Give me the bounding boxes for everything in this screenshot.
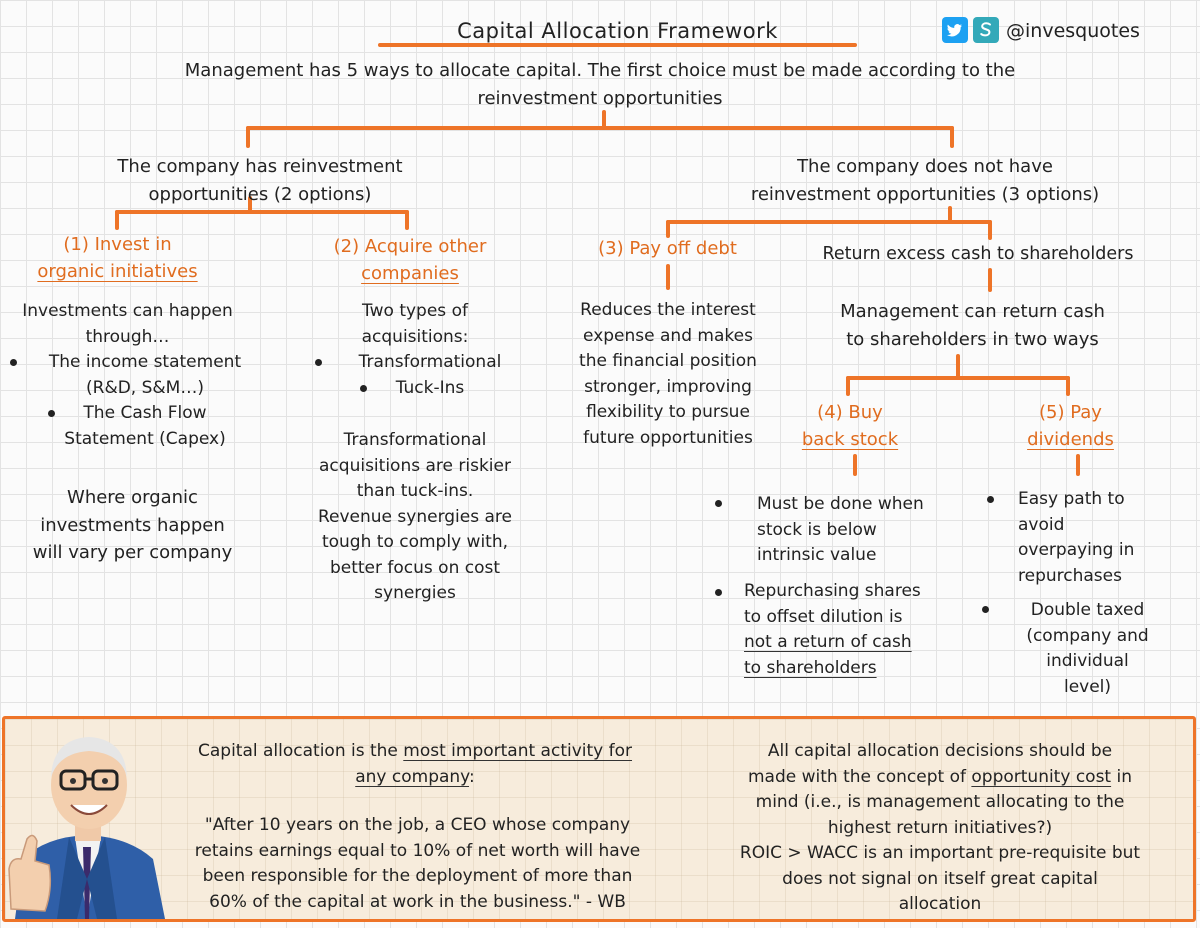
quote-intro-text: Capital allocation is the [197, 741, 404, 761]
bullet-dot [10, 359, 17, 366]
option2-title-line: (2) Acquire other [333, 236, 487, 257]
return-cash-body-line: to shareholders in two ways [846, 328, 1099, 350]
branch-left-heading [70, 153, 450, 209]
bullet-dot [982, 606, 989, 613]
option2-note-line: synergies [374, 583, 456, 603]
quote-line: 60% of the capital at work in the business." - WB [209, 891, 626, 912]
option2-bullet2: Tuck-Ins [395, 378, 465, 398]
branch-right-heading [715, 153, 1135, 209]
quote-intro-text: : [469, 766, 475, 787]
option5-bullet1-line: avoid [1018, 514, 1065, 535]
option2-note-line: Revenue synergies are [317, 506, 512, 527]
option1-note-line: investments happen [40, 514, 225, 536]
footer-right-line: mind (i.e., is management allocating to the [755, 792, 1125, 812]
option1-bullet2 [55, 401, 235, 452]
branch-right-line: The company does not have [797, 156, 1053, 177]
quote-intro-emphasis: most important activity for [403, 741, 633, 761]
option4-bullet1 [757, 492, 957, 569]
option3-body-line: flexibility to pursue [586, 402, 750, 422]
option4-title-line: (4) Buy [817, 402, 883, 423]
option4-bullet2 [744, 579, 959, 681]
footer-right-line: ROIC > WACC is an important pre-requisite but [739, 843, 1141, 863]
footer-right-text-part: made with the concept of [747, 766, 972, 787]
option4-bullet2-line: not a return of cash [744, 632, 912, 652]
bullet-dot [315, 359, 322, 366]
bullet-dot [715, 589, 722, 596]
branch-left-line: opportunities (2 options) [148, 184, 372, 205]
option3-body-line: expense and makes [583, 325, 753, 346]
option1-note-line: Where organic [67, 487, 198, 508]
footer-panel [2, 716, 1196, 922]
option1-bullet2-line: Statement (Capex) [64, 428, 226, 449]
footer-right-text [695, 739, 1185, 918]
footer-right-line: does not signal on itself great capital [782, 868, 1098, 889]
option1-body [5, 299, 250, 350]
option4-bullet1-line: stock is below [757, 519, 877, 540]
footer-right-line: highest return initiatives?) [827, 817, 1053, 838]
option4-title [785, 399, 915, 453]
option5-bullet1-line: overpaying in [1018, 540, 1135, 560]
option1-body-line: through… [85, 326, 170, 347]
option1-bullet1 [30, 350, 260, 401]
option1-bullet2-line: The Cash Flow [83, 403, 207, 423]
option5-title-line: (5) Pay [1039, 402, 1102, 423]
footer-right-line: allocation [898, 894, 982, 914]
option2-title [305, 233, 515, 287]
option5-bullet1-line: Easy path to [1018, 489, 1125, 509]
option5-title [1008, 399, 1133, 453]
option2-body [320, 299, 510, 350]
option4-bullet1-line: intrinsic value [757, 545, 877, 565]
option4-title-line: back stock [801, 429, 899, 450]
page-title: Capital Allocation Framework [457, 19, 778, 43]
footer-right-line: All capital allocation decisions should be [767, 741, 1113, 761]
bullet-dot [360, 385, 367, 392]
option5-bullet1-line: repurchases [1018, 565, 1122, 586]
option4-bullet2-line: Repurchasing shares [744, 581, 921, 601]
return-cash-body-line: Management can return cash [840, 301, 1105, 322]
footer-right-text-part: in [1111, 766, 1132, 787]
quote-line: "After 10 years on the job, a CEO whose company [204, 815, 631, 835]
option3-body-line: the financial position [579, 351, 757, 371]
quote-intro [165, 739, 665, 790]
option5-bullet2-line: (company and [1026, 625, 1149, 646]
option2-note-line: tough to comply with, [321, 532, 509, 552]
option2-note-line: than tuck-ins. [356, 481, 474, 501]
intro-text [60, 57, 1140, 113]
option5-bullet2-line: individual [1046, 651, 1129, 671]
option1-title-line: organic initiatives [37, 261, 198, 282]
buffett-portrait [5, 719, 170, 919]
option3-body-line: Reduces the interest [580, 300, 756, 320]
option3-body-line: future opportunities [583, 427, 753, 448]
option1-bullet1-line: (R&D, S&M…) [86, 377, 204, 398]
option5-bullet1 [1018, 487, 1188, 589]
option5-title-line: dividends [1027, 429, 1114, 450]
option2-note-line: acquisitions are riskier [319, 455, 511, 476]
option2-note-line: Transformational [343, 430, 487, 450]
quote-line: been responsible for the deployment of more than [202, 866, 633, 886]
option3-body-line: stronger, improving [584, 376, 752, 397]
option2-bullet1: Transformational [358, 352, 502, 372]
footer-right-line [695, 765, 1185, 791]
option4-bullet1-line: Must be done when [757, 494, 924, 514]
option2-note [295, 428, 535, 607]
buffett-quote [165, 813, 670, 915]
quote-line: retains earnings equal to 10% of net worth will have [194, 840, 641, 861]
option1-note [10, 484, 255, 567]
option1-note-line: will vary per company [32, 542, 233, 563]
option1-title-line: (1) Invest in [63, 234, 172, 255]
option2-note-line: better focus on cost [329, 557, 501, 578]
return-cash-body [810, 298, 1135, 353]
option5-bullet2 [1005, 598, 1170, 700]
option2-body-line: acquisitions: [361, 326, 469, 347]
branch-left-line: The company has reinvestment [117, 156, 403, 177]
option3-body [552, 298, 784, 451]
intro-line: reinvestment opportunities [477, 88, 723, 109]
bullet-dot [715, 500, 722, 507]
option1-body-line: Investments can happen [22, 301, 233, 321]
option4-bullet2-line: to offset dilution is [744, 606, 903, 627]
bullet-dot [987, 496, 994, 503]
option5-bullet2-line: level) [1063, 676, 1112, 697]
option2-body-line: Two types of [362, 301, 468, 321]
option2-title-line: companies [361, 263, 459, 284]
quote-intro-emphasis: any company [355, 766, 470, 787]
twitter-icon[interactable] [942, 17, 968, 43]
opportunity-cost-emphasis: opportunity cost [971, 766, 1112, 787]
social-handle[interactable]: @invesquotes [1006, 20, 1140, 42]
substack-icon[interactable] [973, 17, 999, 43]
option4-bullet2-line: to shareholders [744, 657, 877, 678]
option1-bullet1-line: The income statement [48, 352, 242, 372]
branch-right-line: reinvestment opportunities (3 options) [750, 184, 1100, 205]
return-cash-title: Return excess cash to shareholders [822, 244, 1134, 264]
intro-line: Management has 5 ways to allocate capital. The first choice must be made according to the [184, 60, 1016, 81]
option1-title [10, 231, 225, 285]
bullet-dot [48, 410, 55, 417]
option3-title: (3) Pay off debt [598, 238, 737, 259]
option5-bullet2-line: Double taxed [1030, 600, 1145, 620]
